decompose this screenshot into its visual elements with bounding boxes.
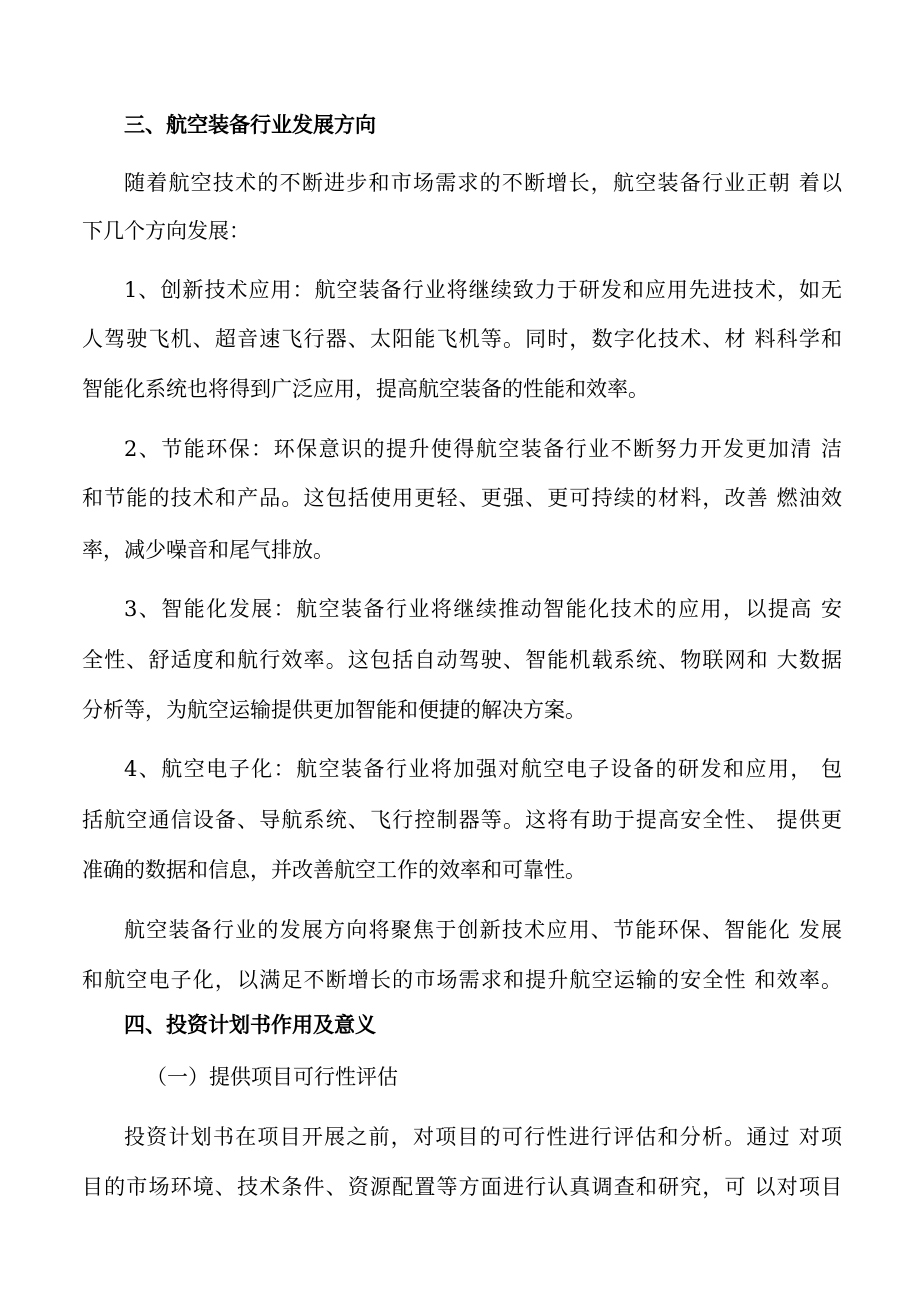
item-3-line-2: 全性、舒适度和航行效率。这包括自动驾驶、智能机载系统、物联网和 大数据 bbox=[82, 648, 842, 672]
item-4-line-2: 括航空通信设备、导航系统、飞行控制器等。这将有助于提高安全性、 提供更 bbox=[82, 808, 842, 832]
item-2-line-3: 率，减少噪音和尾气排放。 bbox=[82, 538, 334, 562]
item-1-line-3: 智能化系统也将得到广泛应用，提高航空装备的性能和效率。 bbox=[82, 377, 649, 401]
item-4-line-1: 4、航空电子化：航空装备行业将加强对航空电子设备的研发和应用， 包 bbox=[124, 757, 842, 781]
section-heading-3: 三、航空装备行业发展方向 bbox=[124, 112, 376, 137]
item-1-line-2: 人驾驶飞机、超音速飞行器、太阳能飞机等。同时，数字化技术、材 料科学和 bbox=[82, 327, 842, 351]
subheading-1: （一）提供项目可行性评估 bbox=[146, 1065, 398, 1089]
feasibility-paragraph-line-1: 投资计划书在项目开展之前，对项目的可行性进行评估和分析。通过 对项 bbox=[124, 1125, 842, 1149]
summary-paragraph-line-1: 航空装备行业的发展方向将聚焦于创新技术应用、节能环保、智能化 发展 bbox=[124, 918, 842, 942]
item-2-line-2: 和节能的技术和产品。这包括使用更轻、更强、更可持续的材料，改善 燃油效 bbox=[82, 486, 842, 510]
intro-paragraph-line-1: 随着航空技术的不断进步和市场需求的不断增长，航空装备行业正朝 着以 bbox=[124, 171, 842, 195]
item-4-line-3: 准确的数据和信息，并改善航空工作的效率和可靠性。 bbox=[82, 858, 586, 882]
section-heading-4: 四、投资计划书作用及意义 bbox=[124, 1012, 376, 1037]
feasibility-paragraph-line-2: 目的市场环境、技术条件、资源配置等方面进行认真调查和研究，可 以对项目 bbox=[82, 1175, 842, 1199]
summary-paragraph-line-2: 和航空电子化，以满足不断增长的市场需求和提升航空运输的安全性 和效率。 bbox=[82, 968, 842, 992]
item-3-line-1: 3、智能化发展：航空装备行业将继续推动智能化技术的应用，以提高 安 bbox=[124, 597, 842, 621]
intro-paragraph-line-2: 下几个方向发展： bbox=[82, 219, 250, 243]
item-3-line-3: 分析等，为航空运输提供更加智能和便捷的解决方案。 bbox=[82, 698, 586, 722]
item-1-line-1: 1、创新技术应用：航空装备行业将继续致力于研发和应用先进技术，如无 bbox=[124, 278, 842, 302]
item-2-line-1: 2、节能环保：环保意识的提升使得航空装备行业不断努力开发更加清 洁 bbox=[124, 437, 842, 461]
